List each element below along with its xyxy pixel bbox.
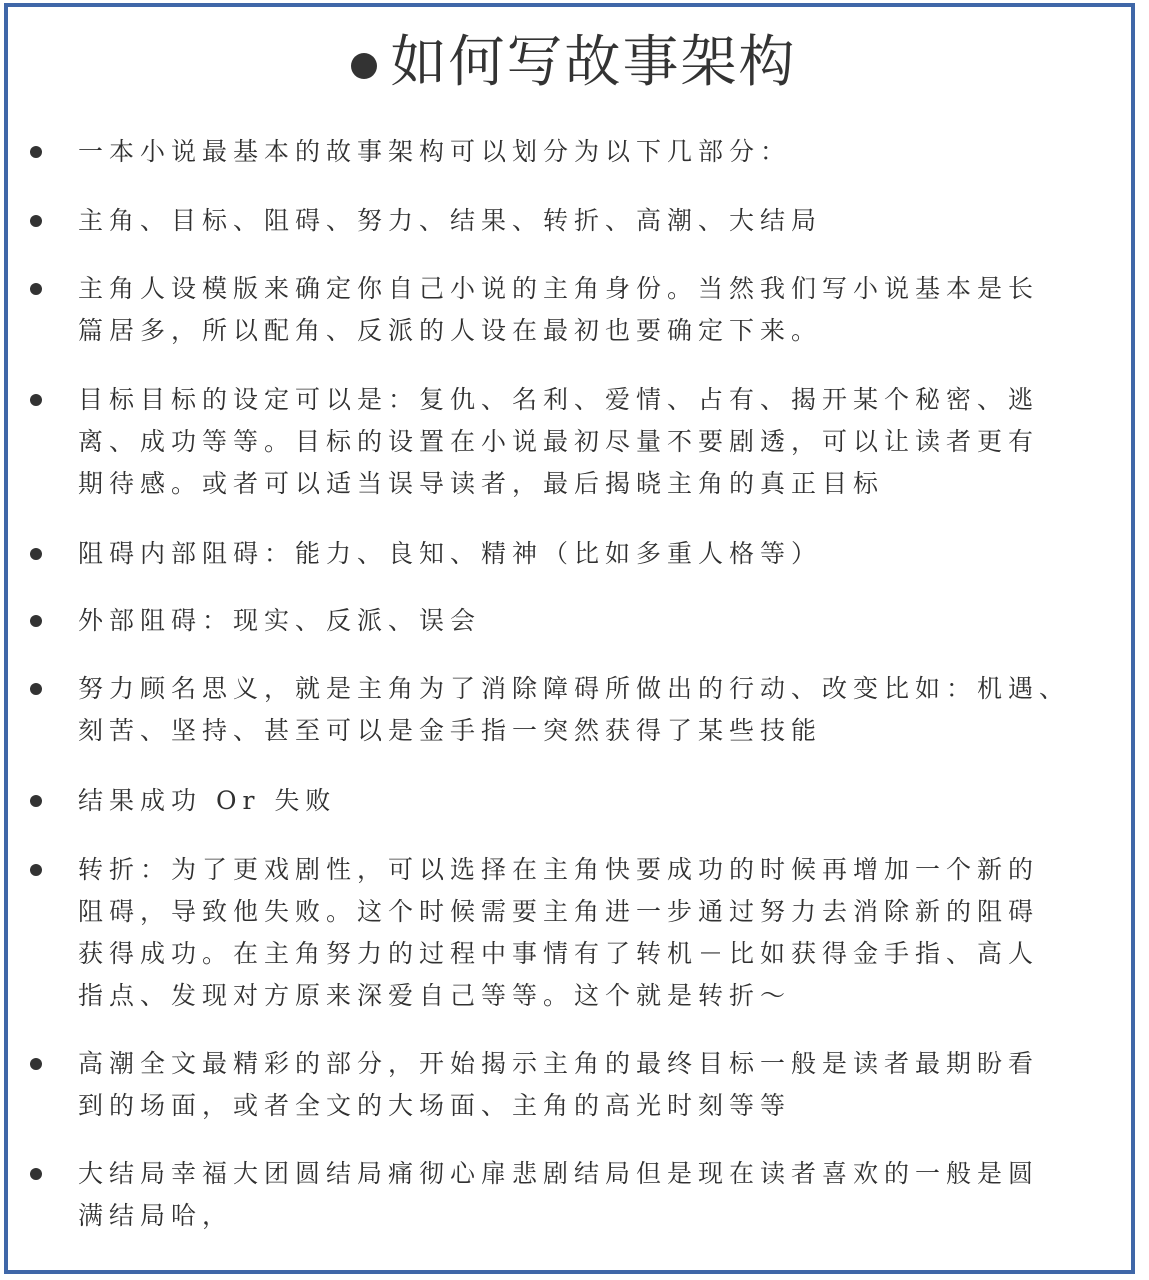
list-item-text: 主角、目标、阻碍、努力、结果、转折、高潮、大结局 (78, 206, 823, 235)
list-item-text: 转折：为了更戏剧性，可以选择在主角快要成功的时候再增加一个新的 阻碍，导致他失败。这个时候需要主角进一步通过努力去消除新的阻碍 获得成功。在主角努力的过程中事情有了转机－比如获得金手指、高人 指点、发现对方原来深爱自己等等。这个就是转折～ (78, 855, 1040, 1010)
bullet-icon (30, 283, 42, 295)
list-item-text: 主角人设模版来确定你自己小说的主角身份。当然我们写小说基本是长 篇居多，所以配角、反派的人设在最初也要确定下来。 (78, 274, 1040, 345)
bullet-icon (30, 683, 42, 695)
list-item-text: 结果成功 Or 失败 (78, 786, 337, 815)
bullet-icon (30, 394, 42, 406)
list-item-text: 目标目标的设定可以是：复仇、名利、爱情、占有、揭开某个秘密、逃 离、成功等等。目标的设置在小说最初尽量不要剧透，可以让读者更有 期待感。或者可以适当误导读者，最后揭晓主角的真正目标 (78, 385, 1040, 498)
bullet-icon (30, 548, 42, 560)
bullet-icon (30, 864, 42, 876)
bullet-icon (30, 1058, 42, 1070)
page-title: 如何写故事架构 (390, 30, 797, 95)
document-frame (4, 3, 1135, 1274)
list-item-text: 一本小说最基本的故事架构可以划分为以下几部分： (78, 137, 792, 166)
bullet-icon (30, 215, 42, 227)
bullet-icon (30, 615, 42, 627)
bullet-icon (30, 795, 42, 807)
title-row (8, 25, 1139, 101)
list-item-text: 高潮全文最精彩的部分，开始揭示主角的最终目标一般是读者最期盼看 到的场面，或者全文的大场面、主角的高光时刻等等 (78, 1049, 1040, 1120)
list-item-text: 努力顾名思义，就是主角为了消除障碍所做出的行动、改变比如：机遇、 刻苦、坚持、甚至可以是金手指一突然获得了某些技能 (78, 674, 1071, 745)
list-item-text: 外部阻碍：现实、反派、误会 (78, 606, 482, 635)
list-item-text: 大结局幸福大团圆结局痛彻心扉悲剧结局但是现在读者喜欢的一般是圆 满结局哈， (78, 1159, 1040, 1230)
list-item-text: 阻碍内部阻碍：能力、良知、精神（比如多重人格等） (78, 539, 823, 568)
bullet-icon (30, 146, 42, 158)
bullet-icon (30, 1168, 42, 1180)
title-bullet-icon (351, 53, 377, 79)
